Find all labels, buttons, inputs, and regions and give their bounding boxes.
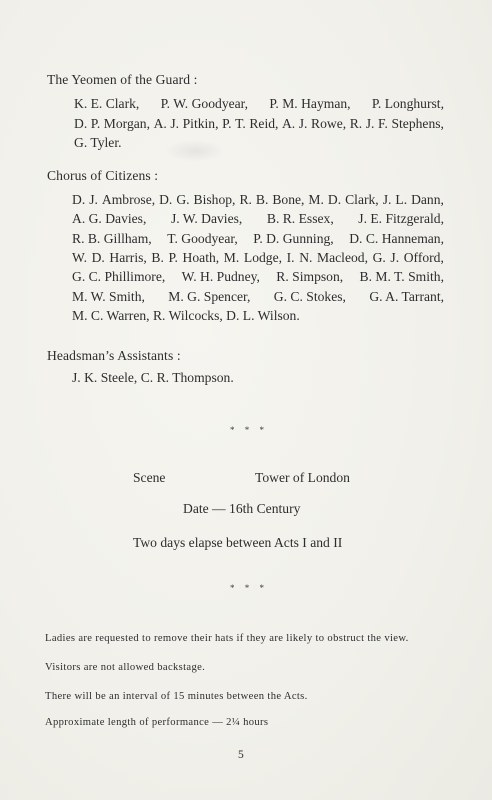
cast-name-part: J.: [170, 115, 180, 131]
cast-name-part: Hoath,: [182, 249, 220, 265]
cast-name: P. Longhurst,: [371, 96, 444, 111]
cast-name-part: D.: [72, 192, 86, 207]
cast-name-part: Bishop,: [193, 192, 236, 207]
cast-name-part: Bone,: [272, 192, 305, 207]
cast-line: [72, 269, 444, 285]
cast-line: [72, 308, 300, 324]
cast-name: R. Simpson,: [276, 269, 344, 285]
scene-label: Scene: [133, 470, 166, 485]
cast-name-part: R.: [239, 192, 252, 207]
cast-line: [72, 370, 234, 386]
cast-name-part: D.: [159, 192, 173, 207]
cast-name-part: J.: [390, 249, 400, 265]
cast-line: [72, 211, 444, 227]
cast-name-part: Macleod,: [317, 249, 368, 265]
cast-name: G. A. Tarrant,: [369, 288, 444, 304]
cast-name: A. G. Davies,: [72, 211, 147, 227]
cast-name-part: B.: [255, 192, 269, 207]
cast-line: [72, 231, 444, 247]
cast-name-part: Lodge,: [243, 249, 283, 265]
cast-name-part: J.: [382, 192, 392, 207]
cast-name-part: D.: [91, 249, 105, 265]
cast-name: P. W. Goodyear,: [160, 96, 249, 111]
scene-elapse: Two days elapse between Acts I and II: [133, 535, 343, 550]
cast-line: [74, 135, 122, 151]
cast-name-part: Harris,: [109, 249, 147, 265]
cast-name-part: Morgan,: [103, 115, 150, 131]
cast-name: G. C. Stokes,: [273, 288, 346, 304]
cast-name-part: B.: [151, 249, 164, 265]
cast-name: J. W. Davies,: [170, 211, 243, 227]
cast-name-part: Pitkin,: [182, 115, 219, 131]
cast-name: P. M. Hayman,: [269, 96, 351, 111]
cast-name-part: T.: [235, 115, 246, 131]
cast-name-part: P.: [90, 115, 101, 131]
cast-name-part: Dann,: [411, 192, 444, 207]
cast-name: G. Tyler.: [74, 135, 122, 150]
scene-value: Tower of London: [255, 470, 350, 485]
cast-name: J. K. Steele, C. R. Thompson.: [72, 370, 234, 385]
cast-name-part: M.: [308, 192, 324, 207]
cast-name-part: J.: [365, 115, 375, 131]
cast-name-part: G.: [176, 192, 190, 207]
cast-name: R. B. Gillham,: [72, 230, 152, 246]
separator-stars-top: * * *: [230, 425, 268, 435]
cast-name-part: R.: [349, 115, 363, 131]
notice-interval: There will be an interval of 15 minutes between the Acts.: [45, 691, 308, 702]
cast-name-part: M.: [223, 249, 240, 265]
headsman-heading: Headsman’s Assistants :: [47, 348, 181, 363]
cast-name-part: P.: [222, 115, 232, 131]
notice-backstage: Visitors are not allowed backstage.: [45, 662, 206, 673]
cast-line: [74, 96, 444, 112]
cast-name-part: N.: [299, 249, 313, 265]
cast-name: G. C. Phillimore,: [72, 269, 166, 285]
cast-name: D. C. Hanneman,: [349, 230, 444, 246]
cast-name: W. H. Pudney,: [181, 269, 260, 285]
separator-stars-bottom: * * *: [230, 583, 268, 593]
cast-name: M. C. Warren, R. Wilcocks, D. L. Wilson.: [72, 307, 300, 323]
notice-hats: Ladies are requested to remove their hats if they are likely to obstruct the view.: [45, 633, 409, 644]
yeomen-heading: The Yeomen of the Guard :: [47, 72, 198, 87]
cast-name-part: I.: [286, 249, 295, 265]
cast-name: M. W. Smith,: [72, 288, 145, 304]
cast-name-part: F.: [378, 115, 388, 131]
cast-name-part: P.: [168, 249, 178, 265]
cast-name-part: W.: [72, 249, 87, 265]
cast-name-part: Ambrose,: [101, 192, 156, 207]
page-number: 5: [238, 749, 244, 761]
cast-name-part: Rowe,: [311, 115, 347, 131]
paper-smudge: [165, 140, 225, 162]
scene-date: Date — 16th Century: [183, 501, 301, 516]
cast-name-part: D.: [327, 192, 342, 207]
cast-name: J. E. Fitzgerald,: [358, 211, 444, 227]
cast-name-part: Stephens,: [391, 115, 444, 131]
cast-name-part: Clark,: [345, 192, 379, 207]
cast-name-part: J.: [89, 192, 98, 207]
cast-line: [74, 116, 444, 132]
cast-name: K. E. Clark,: [74, 96, 140, 111]
cast-name: B. R. Essex,: [266, 211, 334, 227]
cast-name-part: J.: [298, 115, 308, 131]
cast-name-part: D.: [74, 115, 88, 131]
notice-length: Approximate length of performance — 2¼ hours: [45, 717, 269, 728]
cast-name-part: Offord,: [403, 249, 444, 265]
cast-name-part: L.: [395, 192, 408, 207]
cast-name: B. M. T. Smith,: [359, 269, 444, 285]
cast-name-part: A.: [153, 115, 167, 131]
cast-name: T. Goodyear,: [167, 230, 238, 246]
cast-name-part: A.: [281, 115, 296, 131]
chorus-heading: Chorus of Citizens :: [47, 168, 159, 183]
cast-name: P. D. Gunning,: [253, 230, 334, 246]
cast-line: [72, 289, 444, 305]
cast-line: [72, 250, 444, 266]
cast-name-part: G.: [372, 249, 386, 265]
cast-line: [72, 192, 444, 208]
cast-name-part: Reid,: [249, 115, 279, 131]
cast-name: M. G. Spencer,: [168, 288, 251, 304]
